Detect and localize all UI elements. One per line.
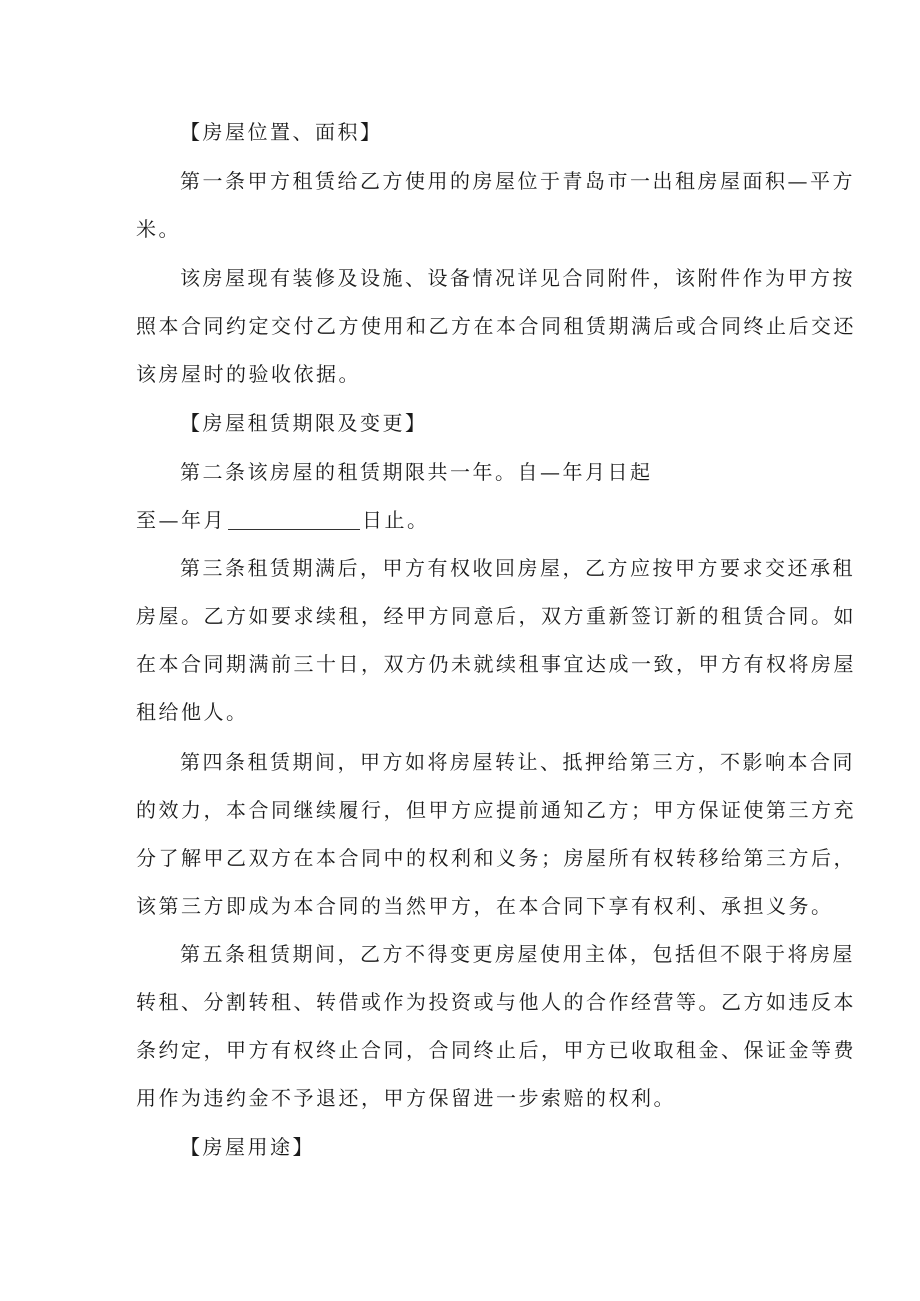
paragraph-line: 的效力，本合同继续履行，但甲方应提前通知乙方；甲方保证使第三方充 (136, 798, 856, 822)
clause-2-paragraph (136, 448, 796, 544)
paragraph-line: 米。 (136, 217, 181, 241)
paragraph-line: 分了解甲乙双方在本合同中的权利和义务；房屋所有权转移给第三方后， (136, 846, 856, 870)
paragraph-line: 该房屋时的验收依据。 (136, 362, 361, 386)
section-heading-term-change (136, 399, 796, 447)
facilities-paragraph (136, 254, 856, 398)
date-range-suffix: 日止。 (362, 508, 430, 532)
paragraph-line: 在本合同期满前三十日，双方仍未就续租事宜达成一致，甲方有权将房屋 (136, 652, 856, 676)
date-range-prefix: 至—年月 (136, 508, 226, 532)
clause-4-paragraph (136, 738, 856, 930)
section-heading-location-area (136, 108, 796, 156)
paragraph-line: 租给他人。 (136, 700, 249, 724)
date-range-line (136, 496, 796, 544)
paragraph-line: 第五条租赁期间，乙方不得变更房屋使用主体，包括但不限于将房屋 (180, 942, 855, 966)
paragraph-line: 条约定，甲方有权终止合同，合同终止后，甲方已收取租金、保证金等费 (136, 1038, 856, 1062)
end-date-blank-field[interactable] (228, 509, 360, 530)
clause-5-paragraph (136, 930, 856, 1122)
heading-text: 【房屋位置、面积】 (180, 120, 383, 144)
clause-3-paragraph (136, 544, 856, 736)
paragraph-line: 第一条甲方租赁给乙方使用的房屋位于青岛市一出租房屋面积—平方 (180, 169, 855, 193)
paragraph-line: 第四条租赁期间，甲方如将房屋转让、抵押给第三方，不影响本合同 (180, 750, 855, 774)
clause-1-paragraph (136, 157, 855, 253)
heading-text: 【房屋用途】 (180, 1135, 315, 1159)
paragraph-line: 该第三方即成为本合同的当然甲方，在本合同下享有权利、承担义务。 (136, 894, 834, 918)
paragraph-line: 转租、分割转租、转借或作为投资或与他人的合作经营等。乙方如违反本 (136, 990, 856, 1014)
paragraph-line: 该房屋现有装修及设施、设备情况详见合同附件，该附件作为甲方按 (180, 266, 855, 290)
paragraph-line: 用作为违约金不予退还，甲方保留进一步索赔的权利。 (136, 1086, 676, 1110)
paragraph-line: 照本合同约定交付乙方使用和乙方在本合同租赁期满后或合同终止后交还 (136, 314, 856, 338)
section-heading-usage (136, 1123, 796, 1171)
heading-text: 【房屋租赁期限及变更】 (180, 411, 428, 435)
paragraph-line: 第二条该房屋的租赁期限共一年。自—年月日起 (180, 460, 653, 484)
paragraph-line: 第三条租赁期满后，甲方有权收回房屋，乙方应按甲方要求交还承租 (180, 556, 855, 580)
paragraph-line: 房屋。乙方如要求续租，经甲方同意后，双方重新签订新的租赁合同。如 (136, 604, 856, 628)
